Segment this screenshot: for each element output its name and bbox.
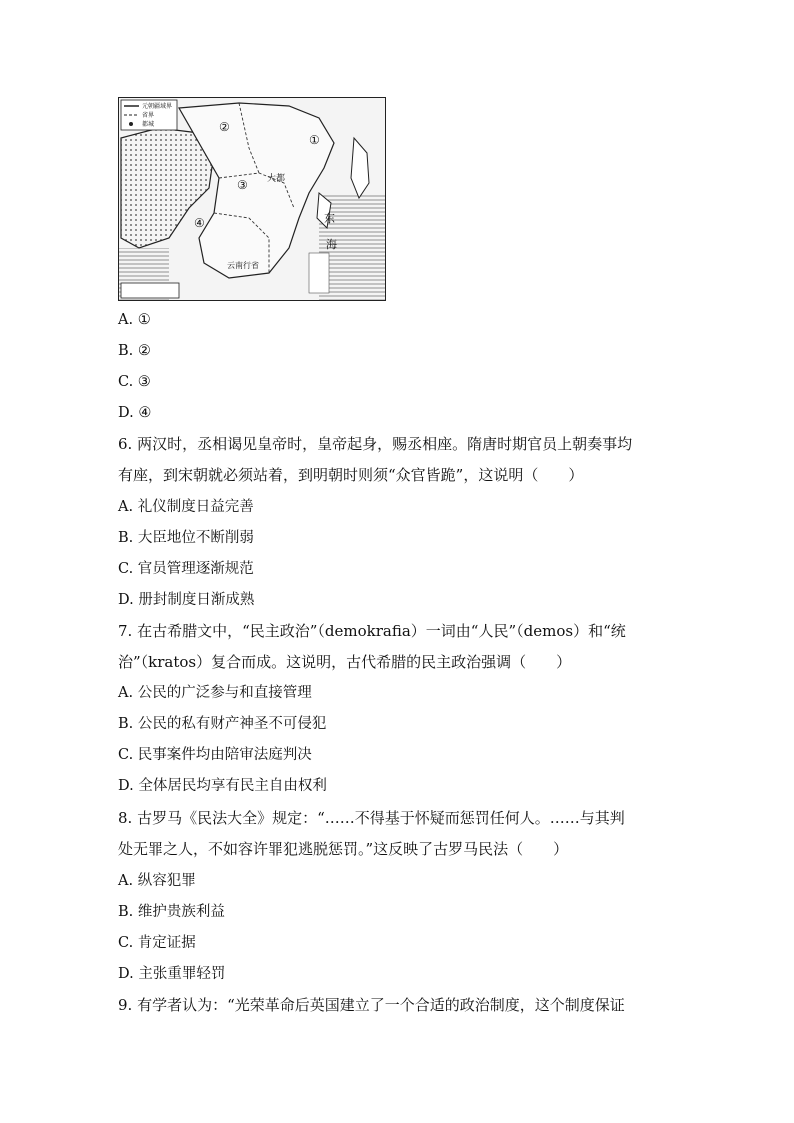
- q7-option-d: D. 全体居民均享有民主自由权利: [118, 778, 327, 794]
- region-marker: ①: [309, 133, 320, 147]
- yuan-dynasty-map: [118, 97, 386, 301]
- q6-option-b: B. 大臣地位不断削弱: [118, 530, 254, 546]
- q5-option-c: C. ③: [118, 374, 151, 390]
- q6-stem-line2: 有座，到宋朝就必须站着，到明朝时则须“众官皆跪”，这说明（ ）: [118, 466, 584, 484]
- q6-option-d: D. 册封制度日渐成熟: [118, 592, 255, 608]
- q8-option-d: D. 主张重罪轻罚: [118, 966, 226, 982]
- region-marker: ④: [194, 216, 205, 230]
- region-marker: ②: [219, 120, 230, 134]
- q7-stem-line2: 治”（kratos）复合而成。这说明，古代希腊的民主政治强调（ ）: [118, 653, 572, 671]
- q8-option-a: A. 纵容犯罪: [118, 873, 196, 889]
- province-label: 云南行省: [227, 261, 259, 270]
- q6-option-c: C. 官员管理逐渐规范: [118, 561, 254, 577]
- q8-stem-line1: 8. 古罗马《民法大全》规定：“……不得基于怀疑而惩罚任何人。……与其判: [118, 809, 625, 827]
- q8-stem-line2: 处无罪之人，不如容许罪犯逃脱惩罚。”这反映了古罗马民法（ ）: [118, 840, 569, 858]
- legend-label: 省界: [142, 112, 155, 119]
- sea-label: 海: [326, 238, 337, 251]
- q5-option-a: A. ①: [118, 312, 151, 328]
- legend-label: 元朝疆域界: [142, 103, 173, 110]
- legend-label: 都城: [142, 121, 155, 128]
- city-label: 大都: [267, 174, 286, 184]
- q6-option-a: A. 礼仪制度日益完善: [118, 499, 254, 515]
- q8-option-c: C. 肯定证据: [118, 935, 196, 951]
- region-marker: ③: [237, 178, 248, 192]
- sea-label: 东: [324, 212, 335, 225]
- q8-option-b: B. 维护贵族利益: [118, 904, 225, 920]
- q7-option-a: A. 公民的广泛参与和直接管理: [118, 685, 312, 701]
- q5-option-d: D. ④: [118, 405, 152, 421]
- q6-stem-line1: 6. 两汉时，丞相谒见皇帝时，皇帝起身，赐丞相座。隋唐时期官员上朝奏事均: [118, 435, 633, 453]
- q7-stem-line1: 7. 在古希腊文中，“民主政治”（demokrafia）一词由“人民”（demos）和“统: [118, 622, 626, 640]
- q7-option-b: B. 公民的私有财产神圣不可侵犯: [118, 716, 327, 732]
- q9-stem-line1: 9. 有学者认为：“光荣革命后英国建立了一个合适的政治制度，这个制度保证: [118, 996, 625, 1014]
- q7-option-c: C. 民事案件均由陪审法庭判决: [118, 747, 312, 763]
- q5-option-b: B. ②: [118, 343, 151, 359]
